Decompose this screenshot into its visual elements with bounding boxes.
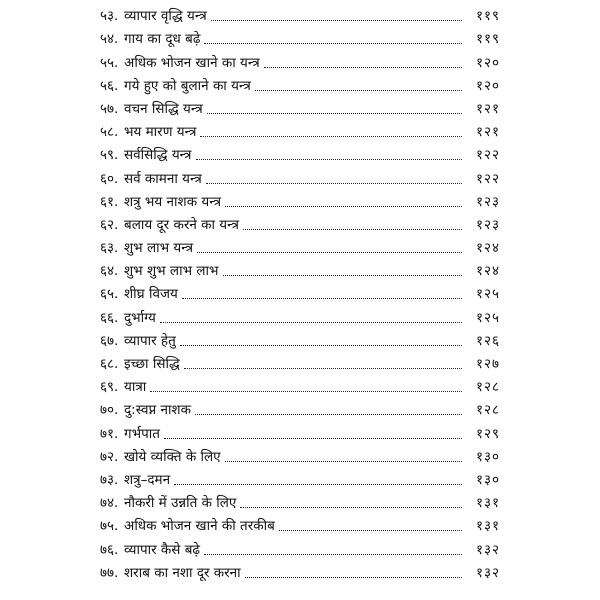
toc-entry-number: ७६. (100, 541, 119, 558)
dot-leader (197, 252, 462, 253)
toc-entry-title: शत्रु–दमन (124, 471, 171, 488)
toc-entry (100, 443, 500, 466)
toc-entry (100, 188, 500, 211)
toc-entry (100, 396, 500, 419)
toc-entry-page: १२८ (475, 402, 500, 419)
toc-entry (100, 25, 500, 48)
toc-entry-title: सर्वसिद्धि यन्त्र (124, 147, 192, 164)
dot-leader (211, 20, 462, 21)
toc-entry (100, 466, 500, 489)
toc-entry-page: १२६ (475, 332, 500, 349)
dot-leader (207, 113, 462, 114)
toc-entry-page: १२१ (475, 100, 500, 117)
toc-entry-page: १२२ (475, 147, 500, 164)
toc-entry-title: शराब का नशा दूर करना (124, 564, 241, 581)
toc-entry-title: शुभ शुभ लाभ लाभ (124, 263, 219, 280)
toc-entry-title: शीघ्र विजय (124, 286, 178, 303)
toc-entry (100, 48, 500, 71)
toc-entry-title: यात्रा (124, 379, 147, 396)
dot-leader (195, 414, 462, 415)
toc-entry-page: ११९ (475, 31, 500, 48)
toc-entry-number: ७३. (100, 471, 119, 488)
toc-entry-title: दुर्भाग्य (124, 309, 156, 326)
toc-entry-title: गर्भपात (124, 425, 160, 442)
toc-entry-page: १२५ (475, 309, 500, 326)
toc-entry-number: ६३. (100, 240, 119, 257)
toc-entry (100, 419, 500, 442)
toc-entry (100, 257, 500, 280)
toc-entry-number: ७५. (100, 518, 119, 535)
dot-leader (245, 577, 462, 578)
toc-entry-title: अधिक भोजन खाने की तरकीब (124, 518, 275, 535)
toc-entry-page: १२४ (475, 240, 500, 257)
toc-entry-page: १२८ (475, 379, 500, 396)
toc-entry-page: १३१ (475, 518, 500, 535)
dot-leader (243, 229, 462, 230)
toc-entry (100, 141, 500, 164)
toc-entry-number: ५९. (100, 147, 119, 164)
toc-entry-number: ६९. (100, 379, 119, 396)
toc-entry-number: ६५. (100, 286, 119, 303)
dot-leader (196, 159, 463, 160)
dot-leader (240, 507, 462, 508)
toc-entry-number: ५६. (100, 77, 119, 94)
toc-entry-number: ५५. (100, 54, 119, 71)
toc-entry-number: ६८. (100, 356, 119, 372)
toc-entry-number: ७१. (100, 425, 119, 442)
dot-leader (206, 183, 462, 184)
toc-entry (100, 95, 500, 118)
toc-entry-title: अधिक भोजन खाने का यन्त्र (124, 54, 260, 71)
dot-leader (225, 461, 462, 462)
toc-entry-title: दु:स्वप्न नाशक (124, 402, 191, 419)
toc-entry-page: १३१ (475, 495, 500, 512)
toc-entry-number: ७०. (100, 402, 119, 419)
toc-entry-number: ७७. (100, 564, 119, 581)
toc-entry-number: ७२. (100, 448, 119, 465)
toc-entry (100, 559, 500, 582)
toc-entry-title: शत्रु भय नाशक यन्त्र (124, 193, 222, 210)
dot-leader (184, 368, 462, 369)
dot-leader (204, 43, 462, 44)
toc-entry-number: ७४. (100, 495, 119, 512)
dot-leader (279, 530, 462, 531)
toc-entry-title: खोये व्यक्ति के लिए (124, 448, 221, 465)
toc-entry-number: ६४. (100, 263, 119, 280)
toc-entry-page: १३० (475, 448, 500, 465)
toc-entry-title: व्यापार कैसे बढ़े (124, 541, 201, 558)
toc-entry-page: १२३ (475, 193, 500, 210)
toc-entry (100, 118, 500, 141)
toc-entry (100, 535, 500, 558)
toc-entry-number: ६६. (100, 309, 119, 326)
toc-entry-page: १२९ (475, 425, 500, 442)
toc-entry (100, 234, 500, 257)
toc-entry-title: बलाय दूर करने का यन्त्र (124, 216, 239, 233)
toc-entry (100, 280, 500, 303)
toc-entry-page: ११९ (475, 8, 500, 25)
toc-entry-title: व्यापार हेतु (124, 332, 176, 349)
toc-entry-title: वचन सिद्धि यन्त्र (124, 100, 203, 117)
toc-entry-number: ५७. (100, 100, 119, 117)
dot-leader (264, 67, 462, 68)
toc-entry (100, 2, 500, 25)
toc-entry-number: ५३. (100, 8, 119, 25)
toc-entry-page: १२५ (475, 286, 500, 303)
dot-leader (150, 391, 462, 392)
toc-entry (100, 164, 500, 187)
toc-entry-title: नौकरी में उन्नति के लिए (124, 495, 237, 512)
dot-leader (160, 322, 462, 323)
toc-entry-page: १२२ (475, 170, 500, 187)
dot-leader (182, 298, 462, 299)
toc-entry-page: १२० (475, 54, 500, 71)
toc-entry (100, 350, 500, 373)
toc-entry (100, 373, 500, 396)
toc-entry-page: १२० (475, 77, 500, 94)
toc-entry (100, 512, 500, 535)
toc-entry-page: १३२ (475, 564, 500, 581)
toc-entry (100, 72, 500, 95)
toc-entry-number: ६७. (100, 332, 119, 349)
toc-entry-page: १२४ (475, 263, 500, 280)
toc-entry-number: ५८. (100, 124, 119, 141)
dot-leader (225, 206, 462, 207)
dot-leader (200, 136, 462, 137)
toc-entry-title: इच्छा सिद्धि (124, 356, 180, 372)
toc-entry-page: १३० (475, 471, 500, 488)
toc-entry (100, 327, 500, 350)
toc-entry-page: १२३ (475, 216, 500, 233)
dot-leader (164, 438, 462, 439)
dot-leader (180, 345, 462, 346)
toc-entry-title: व्यापार वृद्धि यन्त्र (124, 8, 207, 25)
toc-entry (100, 303, 500, 326)
table-of-contents (100, 2, 500, 582)
dot-leader (174, 484, 462, 485)
toc-entry-number: ६१. (100, 193, 119, 210)
toc-entry-number: ५४. (100, 31, 119, 48)
toc-entry-title: भय मारण यन्त्र (124, 124, 197, 141)
toc-entry-number: ६२. (100, 216, 119, 233)
dot-leader (223, 275, 463, 276)
toc-entry (100, 211, 500, 234)
toc-entry (100, 489, 500, 512)
toc-entry-title: गाय का दूध बढ़े (124, 31, 201, 48)
toc-entry-page: १२१ (475, 124, 500, 141)
toc-entry-page: १३२ (475, 541, 500, 558)
toc-entry-title: गये हुए को बुलाने का यन्त्र (124, 77, 251, 94)
toc-entry-title: सर्व कामना यन्त्र (124, 170, 202, 187)
dot-leader (204, 554, 462, 555)
toc-entry-title: शुभ लाभ यन्त्र (124, 240, 194, 257)
dot-leader (255, 90, 462, 91)
toc-entry-number: ६०. (100, 170, 119, 187)
toc-entry-page: १२७ (475, 356, 500, 372)
